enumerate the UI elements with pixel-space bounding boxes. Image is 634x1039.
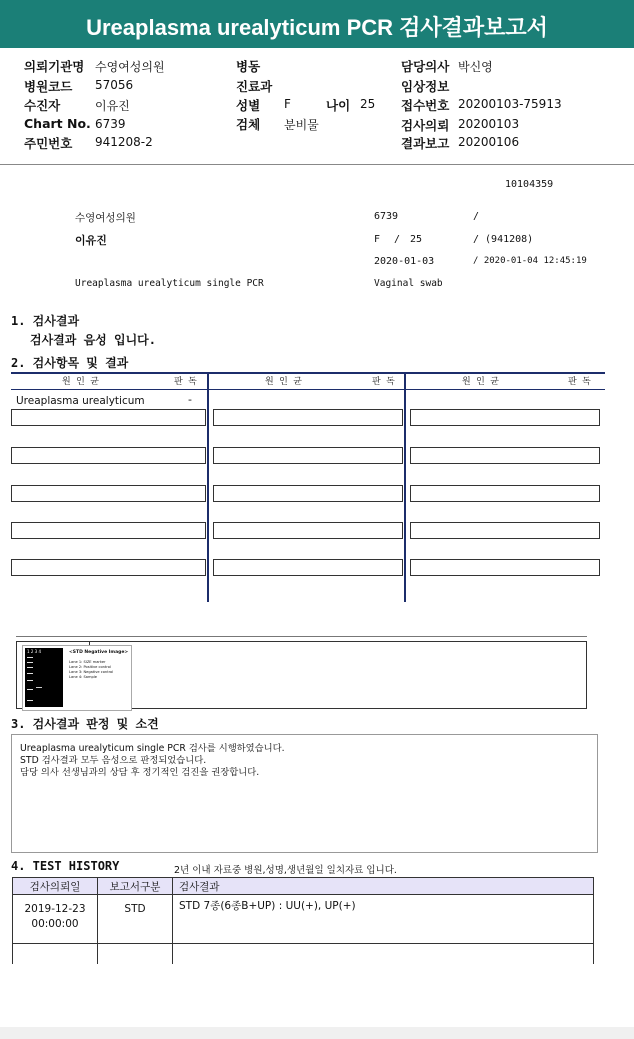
page-footer-band <box>0 1027 634 1039</box>
sub-sex-age-slash: / <box>394 234 401 245</box>
col-organism-2: 원 인 균 <box>265 377 302 387</box>
result-cell <box>11 522 206 539</box>
chart-no-value: 6739 <box>95 117 126 131</box>
sex-value: F <box>284 97 291 111</box>
gel-band <box>27 667 33 668</box>
department-label: 진료과 <box>236 79 273 94</box>
history-header-row <box>13 878 594 895</box>
receipt-no-label: 접수번호 <box>401 98 450 113</box>
opinion-line-1: Ureaplasma urealyticum single PCR 검사를 시행하였습니다. <box>20 743 285 754</box>
patient-value: 이유진 <box>95 99 130 113</box>
hospital-code-label: 병원코드 <box>24 79 73 94</box>
request-date-label: 검사의뢰 <box>401 118 450 133</box>
result-cell <box>410 409 600 426</box>
column-separator <box>207 374 209 602</box>
col-judgement-2: 판 독 <box>372 377 395 387</box>
result-cell <box>410 522 600 539</box>
opinion-line-2: STD 검사결과 모두 음성으로 판정되었습니다. <box>20 755 207 766</box>
sub-hospital: 수영여성의원 <box>75 212 136 224</box>
gel-lane-numbers: 1 2 3 4 <box>27 649 41 654</box>
patient-label: 수진자 <box>24 98 61 113</box>
history-date: 2019-12-23 <box>24 903 86 915</box>
sub-birth: / (941208) <box>473 234 534 245</box>
gel-band <box>27 673 33 674</box>
history-date-cell <box>13 895 98 965</box>
col-organism-1: 원 인 균 <box>62 377 99 387</box>
section-2-heading: 2. 검사항목 및 결과 <box>11 356 129 370</box>
gel-lane-3-legend: Lane 3: Negative control <box>69 670 114 674</box>
ward-label: 병동 <box>236 59 261 74</box>
header-divider <box>0 164 634 165</box>
gel-band <box>27 689 33 690</box>
sub-age: 25 <box>410 234 423 245</box>
column-separator <box>404 374 406 602</box>
gel-title: <STD Negative Image> <box>69 650 129 655</box>
gel-band <box>27 700 33 701</box>
doctor-value: 박신영 <box>458 60 493 74</box>
report-title: Ureaplasma urealyticum PCR 검사결과보고서 <box>0 0 634 48</box>
request-date-value: 20200103 <box>458 117 520 131</box>
gel-lane-4-legend: Lane 4: Sample <box>69 675 97 679</box>
sub-patient: 이유진 <box>75 234 107 247</box>
history-time: 00:00:00 <box>31 918 79 930</box>
gel-area-top-border <box>16 636 587 637</box>
history-col-result: 검사결과 <box>173 878 594 895</box>
age-value: 25 <box>360 97 376 111</box>
col-judgement-3: 판 독 <box>568 377 591 387</box>
sub-slash: / <box>473 211 480 222</box>
gel-lane-1-legend: Lane 1: SIZE marker <box>69 660 106 664</box>
specimen-label: 검체 <box>236 117 261 132</box>
sub-specimen: Vaginal swab <box>374 278 443 289</box>
section-1-heading: 1. 검사결과 <box>11 314 80 328</box>
doctor-label: 담당의사 <box>401 59 450 74</box>
gel-image <box>25 648 63 707</box>
opinion-line-3: 담당 의사 선생님과의 상담 후 정기적인 검진을 권장합니다. <box>20 767 260 778</box>
history-table <box>12 877 594 964</box>
gel-band <box>27 662 33 663</box>
result-cell <box>213 409 403 426</box>
resident-no-label: 주민번호 <box>24 136 73 151</box>
age-label: 나이 <box>326 98 351 113</box>
opinion-box <box>11 734 598 853</box>
result-cell <box>410 447 600 464</box>
resident-no-value: 941208-2 <box>95 135 153 149</box>
result-cell <box>11 559 206 576</box>
sub-sex: F <box>374 234 381 245</box>
section-3-heading: 3. 검사결과 판정 및 소견 <box>11 717 159 731</box>
report-date-value: 20200106 <box>458 135 520 149</box>
results-table-top-border <box>11 372 605 374</box>
result-cell <box>213 485 403 502</box>
history-result: STD 7종(6종B+UP) : UU(+), UP(+) <box>173 895 594 965</box>
hospital-code-value: 57056 <box>95 78 134 92</box>
clinical-info-label: 임상정보 <box>401 79 450 94</box>
history-col-type: 보고서구분 <box>98 878 173 895</box>
result-cell <box>410 485 600 502</box>
section-1-result: 검사결과 음성 입니다. <box>30 333 157 347</box>
sub-date-reported: / 2020-01-04 12:45:19 <box>473 256 587 266</box>
sub-date-received: 2020-01-03 <box>374 256 435 267</box>
gel-band <box>27 657 33 658</box>
result-cell <box>213 559 403 576</box>
sex-label: 성별 <box>236 98 261 113</box>
gel-band <box>27 680 33 681</box>
result-cell <box>11 447 206 464</box>
report-date-label: 결과보고 <box>401 136 450 151</box>
receipt-no-value: 20200103-75913 <box>458 97 562 111</box>
result-cell <box>213 522 403 539</box>
hospital-label: 의뢰기관명 <box>24 59 85 74</box>
results-table-header-border <box>11 389 605 390</box>
organism-name: Ureaplasma urealyticum <box>16 395 145 407</box>
sub-test-name: Ureaplasma urealyticum single PCR <box>75 278 264 289</box>
history-table-bottom-border <box>12 943 594 944</box>
sub-chart-no: 6739 <box>374 211 399 222</box>
organism-result: - <box>188 393 192 406</box>
history-type: STD <box>98 895 173 965</box>
history-note: 2년 이내 자료중 병원,성명,생년월일 일치자료 입니다. <box>174 865 397 876</box>
result-cell <box>11 409 206 426</box>
gel-lane-2-legend: Lane 2: Positive control <box>69 665 111 669</box>
result-cell <box>410 559 600 576</box>
result-cell <box>11 485 206 502</box>
section-4-heading: 4. TEST HISTORY <box>11 859 120 873</box>
col-organism-3: 원 인 균 <box>462 377 499 387</box>
hospital-value: 수영여성의원 <box>95 60 165 74</box>
gel-band <box>36 687 42 688</box>
result-cell <box>213 447 403 464</box>
document-number: 10104359 <box>505 179 554 190</box>
table-row <box>13 895 594 965</box>
gel-image-card <box>22 645 132 711</box>
history-col-date: 검사의뢰일 <box>13 878 98 895</box>
chart-no-label: Chart No. <box>24 116 91 131</box>
specimen-value: 분비물 <box>284 118 319 132</box>
col-judgement-1: 판 독 <box>174 377 197 387</box>
